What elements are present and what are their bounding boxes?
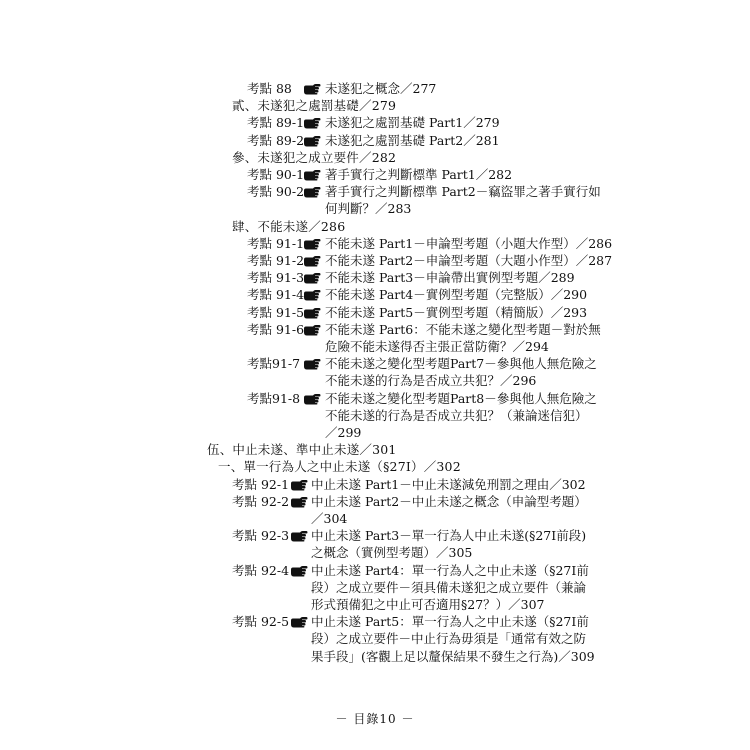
pointing-hand-icon xyxy=(303,272,321,284)
pointing-hand-icon xyxy=(303,169,321,181)
point-label: 考點 91-6 xyxy=(247,321,305,337)
pointing-hand-icon xyxy=(290,496,308,508)
entry-text: 形式預備犯之中止可否適用§27？）／307 xyxy=(311,597,545,612)
entry-text: 段）之成立要件－中止行為毋須是「通常有效之防 xyxy=(311,631,587,647)
entry-text: ／299 xyxy=(325,425,362,440)
chapter-heading: 參、未遂犯之成立要件／282 xyxy=(232,149,397,165)
point-label: 考點 90-2 xyxy=(247,184,305,200)
entry-text: 不能未遂 Part2－申論型考題（大題小作型）／287 xyxy=(325,253,613,268)
entry-text: 不能未遂的行為是否成立共犯？（兼論迷信犯） xyxy=(325,407,588,423)
point-label: 考點 92-1 xyxy=(232,476,290,492)
point-label: 考點 89-2 xyxy=(247,132,305,148)
point-label: 考點91-7 xyxy=(247,356,301,372)
point-label: 考點 89-1 xyxy=(247,115,305,131)
pointing-hand-icon xyxy=(290,616,308,628)
entry-text: 不能未遂 Part1－申論型考題（小題大作型）／286 xyxy=(325,235,613,251)
section-heading: 伍、中止未遂、準中止未遂／301 xyxy=(207,442,397,458)
entry-text: 著手實行之判斷標準 Part1／282 xyxy=(325,167,513,182)
entry-text: 危險不能未遂得否主張正當防衛？／294 xyxy=(325,339,549,354)
point-label: 考點 92-2 xyxy=(232,493,290,509)
chapter-heading: 肆、不能未遂／286 xyxy=(232,218,346,234)
pointing-hand-icon xyxy=(303,238,321,250)
point-label: 考點 91-3 xyxy=(247,270,305,286)
entry-text: 著手實行之判斷標準 Part2－竊盜罪之著手實行如 xyxy=(325,184,601,200)
point-label: 考點91-8 xyxy=(247,390,301,406)
point-label: 考點 92-5 xyxy=(232,614,290,630)
pointing-hand-icon xyxy=(303,324,321,336)
entry-text: 不能未遂 Part5－實例型考題（精簡版）／293 xyxy=(325,304,588,320)
pointing-hand-icon xyxy=(290,530,308,542)
point-label: 考點 90-1 xyxy=(247,167,305,182)
entry-text: 不能未遂之變化型考題Part8－參與他人無危險之 xyxy=(325,390,597,406)
point-label: 考點 91-5 xyxy=(247,304,305,320)
entry-text: 果手段」(客觀上足以釐保結果不發生之行為)／309 xyxy=(311,648,595,664)
entry-text: 段）之成立要件－須具備未遂犯之成立要件（兼論 xyxy=(311,579,587,595)
entry-text: 未遂犯之概念／277 xyxy=(325,81,437,96)
entry-text: 不能未遂 Part6：不能未遂之變化型考題－對於無 xyxy=(325,321,601,337)
point-label: 考點 88 xyxy=(247,81,292,96)
entry-text: 中止未遂 Part3－單一行為人中止未遂(§27Ⅰ前段) xyxy=(311,528,587,544)
page-footer: － 目錄10 － xyxy=(335,712,415,726)
pointing-hand-icon xyxy=(303,255,321,267)
pointing-hand-icon xyxy=(303,393,321,405)
point-label: 考點 91-2 xyxy=(247,253,305,268)
entry-text: 不能未遂之變化型考題Part7－參與他人無危險之 xyxy=(325,356,597,372)
pointing-hand-icon xyxy=(303,358,321,370)
entry-text: 不能未遂的行為是否成立共犯？／296 xyxy=(325,373,537,389)
subsection-heading: 一、單一行為人之中止未遂（§27Ⅰ）／302 xyxy=(218,459,461,475)
entry-text: 不能未遂 Part4－實例型考題（完整版）／290 xyxy=(325,287,588,303)
entry-text: 之概念（實例型考題）／305 xyxy=(311,545,473,561)
entry-text: 中止未遂 Part4：單一行為人之中止未遂（§27Ⅰ前 xyxy=(311,562,589,578)
point-label: 考點 91-4 xyxy=(247,287,305,303)
pointing-hand-icon xyxy=(303,135,321,147)
pointing-hand-icon xyxy=(303,186,321,198)
entry-text: 不能未遂 Part3－申論帶出實例型考題／289 xyxy=(325,270,575,286)
pointing-hand-icon xyxy=(290,479,308,491)
chapter-heading: 貳、未遂犯之處罰基礎／279 xyxy=(232,98,397,114)
point-label: 考點 92-4 xyxy=(232,562,290,578)
pointing-hand-icon xyxy=(303,289,321,301)
entry-text: 中止未遂 Part1－中止未遂減免刑罰之理由／302 xyxy=(311,476,586,492)
entry-text: ／304 xyxy=(311,511,348,526)
pointing-hand-icon xyxy=(303,307,321,319)
pointing-hand-icon xyxy=(303,83,321,95)
entry-text: 未遂犯之處罰基礎 Part2／281 xyxy=(325,132,500,148)
entry-text: 未遂犯之處罰基礎 Part1／279 xyxy=(325,115,500,131)
entry-text: 中止未遂 Part5：單一行為人之中止未遂（§27Ⅰ前 xyxy=(311,614,589,630)
point-label: 考點 92-3 xyxy=(232,528,290,544)
point-label: 考點 91-1 xyxy=(247,235,305,251)
pointing-hand-icon xyxy=(290,565,308,577)
entry-text: 何判斷？／283 xyxy=(325,201,412,217)
pointing-hand-icon xyxy=(303,117,321,129)
entry-text: 中止未遂 Part2－中止未遂之概念（申論型考題） xyxy=(311,493,587,509)
